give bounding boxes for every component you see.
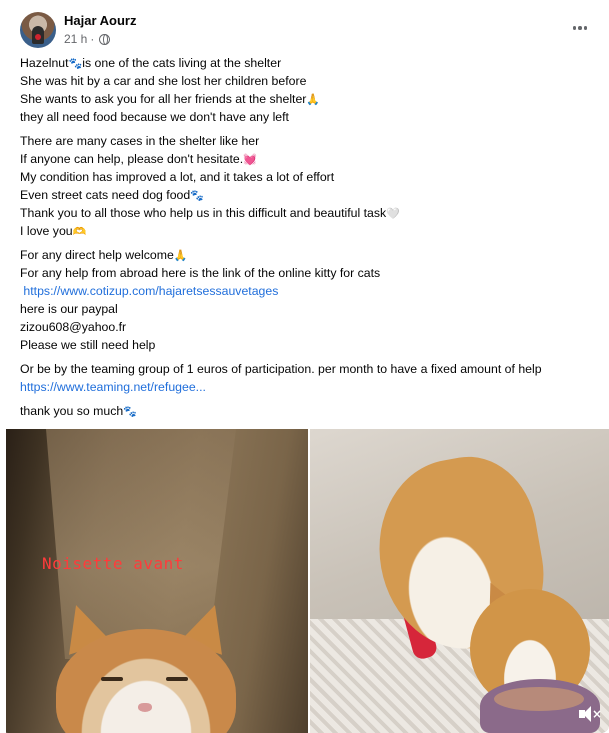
text-line [20,378,595,396]
photo-grid [6,429,609,733]
muted-volume-icon[interactable]: × [577,705,599,723]
text-line: My condition has improved a lot, and it takes a lot of effort [20,170,335,184]
praying-hands-emoji-icon: 🙏 [173,250,188,262]
more-options-icon[interactable] [570,18,590,38]
text-line: For any direct help welcome🙏 [20,248,188,262]
timestamp[interactable]: 21 h [64,32,88,46]
paw-emoji-icon: 🐾 [123,406,137,418]
text-line: She was hit by a car and she lost her children before [20,74,307,88]
text-line: For any help from abroad here is the link of the online kitty for cats [20,266,381,280]
text-line: thank you so much🐾 [20,404,137,418]
photo-caption: Noisette avant [42,554,184,573]
heart-hands-emoji-icon: 🫶 [72,226,87,238]
paw-emoji-icon: 🐾 [190,190,204,202]
text-line: Thank you to all those who help us in this difficult and beautiful task🤍 [20,206,400,220]
heart-emoji-icon: 💓 [243,154,257,166]
teaming-link[interactable]: https://www.teaming.net/refugee... [20,380,206,394]
text-line: Hazelnut🐾is one of the cats living at the shelter [20,56,282,70]
paw-emoji-icon: 🐾 [68,58,83,70]
text-line: I love you🫶 [20,224,87,238]
post-header [20,12,600,52]
globe-icon [99,34,110,45]
text-line: Or be by the teaming group of 1 euros of participation. per month to have a fixed amount of help [20,362,542,376]
avatar[interactable] [20,12,56,48]
text-line: Even street cats need dog food🐾 [20,188,204,202]
text-line: here is our paypal [20,302,118,316]
white-heart-emoji-icon: 🤍 [386,208,400,220]
cotizup-link[interactable]: https://www.cotizup.com/hajaretsessauvetages [23,284,279,298]
post-meta: 21 h · [64,32,110,46]
text-line [20,282,595,300]
photo-before[interactable] [6,429,308,733]
paypal-email: zizou608@yahoo.fr [20,320,127,334]
text-line: She wants to ask you for all her friends at the shelter🙏 [20,92,321,106]
text-line: There are many cases in the shelter like her [20,134,260,148]
author-name[interactable]: Hajar Aourz [64,13,137,28]
cat-face-image [46,599,246,733]
text-line: If anyone can help, please don't hesitate.💓 [20,152,257,166]
post-text [20,54,595,420]
text-line: they all need food because we don't have any left [20,110,289,124]
text-line: Please we still need help [20,338,156,352]
video-after[interactable] [310,429,609,733]
praying-hands-emoji-icon: 🙏 [306,94,321,106]
